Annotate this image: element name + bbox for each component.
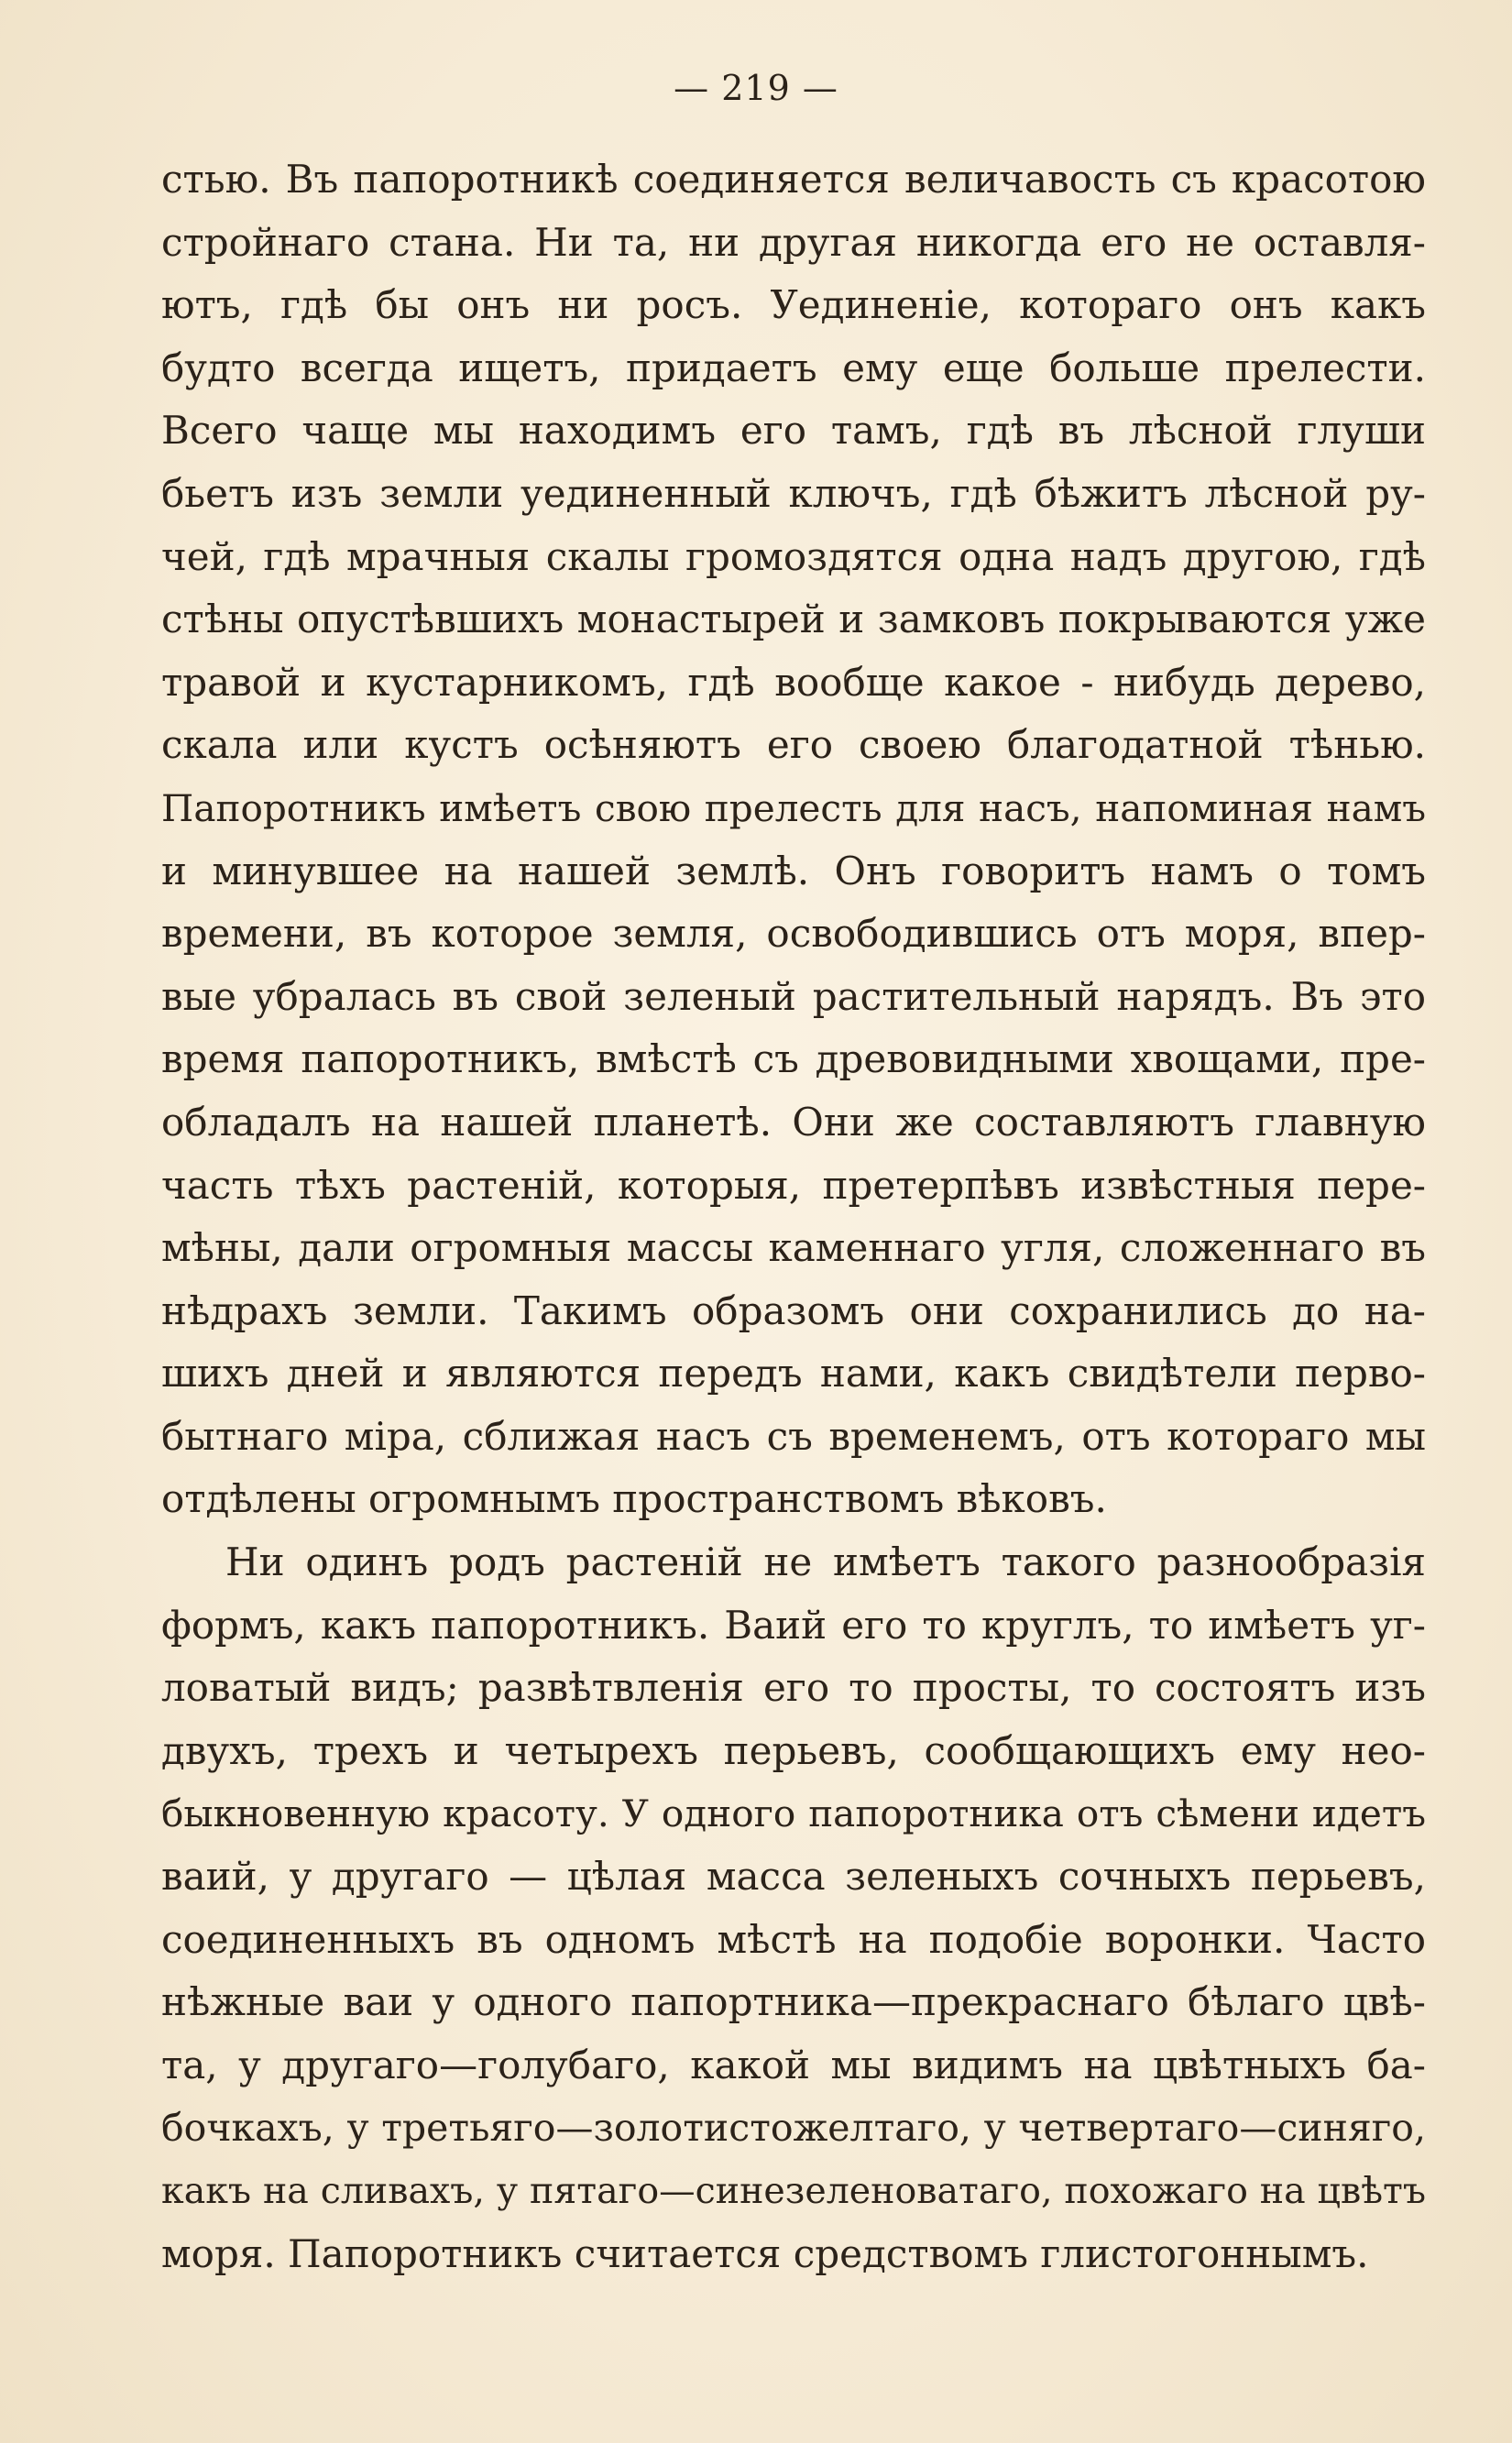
text-line: и минувшее на нашей землѣ. Онъ говоритъ намъ о томъ [161,848,1426,893]
text-line: вые убралась въ свой зеленый растительный нарядъ. Въ это [161,973,1426,1019]
page-number: — 219 — [674,68,838,108]
text-line: отдѣлены огромнымъ пространствомъ вѣковъ. [161,1476,1107,1522]
text-line: стью. Въ папоротникѣ соединяется величавость съ красотою [161,157,1426,202]
text-line: бочкахъ, у третьяго—золотистожелтаго, у четвертаго—синяго, [161,2106,1426,2151]
text-line: нѣдрахъ земли. Такимъ образомъ они сохранились до на- [161,1287,1426,1333]
text-line: шихъ дней и являются передъ нами, какъ свидѣтели перво- [161,1351,1426,1397]
text-line: нѣжные ваи у одного папортника—прекраснаго бѣлаго цвѣ- [161,1979,1426,2025]
text-line: та, у другаго—голубаго, какой мы видимъ на цвѣтныхъ ба- [161,2042,1426,2087]
text-line: часть тѣхъ растеній, которыя, претерпѣвъ извѣстныя пере- [161,1162,1426,1208]
text-line: Папоротникъ имѣетъ свою прелесть для насъ, напоминая намъ [161,785,1426,830]
body-text [161,148,1426,2285]
paragraph-2 [161,1531,1426,2285]
paragraph-1 [161,148,1426,1531]
text-line: чей, гдѣ мрачныя скалы громоздятся одна надъ другою, гдѣ [161,533,1426,579]
text-line: времени, въ которое земля, освободившись отъ моря, впер- [161,911,1426,957]
text-line: ваий, у другаго — цѣлая масса зеленыхъ сочныхъ перьевъ, [161,1854,1426,1900]
text-line: соединенныхъ въ одномъ мѣстѣ на подобіе воронки. Часто [161,1916,1426,1962]
text-line: Всего чаще мы находимъ его тамъ, гдѣ въ лѣсной глуши [161,408,1426,454]
text-line: ловатый видъ; развѣтвленія его то просты, то состоятъ изъ [161,1665,1426,1711]
text-line: стѣны опустѣвшихъ монастырей и замковъ покрываются уже [161,597,1426,642]
text-line: мѣны, дали огромныя массы каменнаго угля, сложеннаго въ [161,1225,1426,1271]
text-line: скала или кустъ осѣняютъ его своею благодатной тѣнью. [161,722,1426,768]
text-line: какъ на сливахъ, у пятаго—синезеленоватаго, похожаго на цвѣтъ [161,2170,1426,2212]
text-line: Ни одинъ родъ растеній не имѣетъ такого разнообразія [225,1539,1426,1585]
text-line: ютъ, гдѣ бы онъ ни росъ. Уединеніе, котораго онъ какъ [161,282,1426,328]
text-line: быкновенную красоту. У одного папоротника отъ сѣмени идетъ [161,1791,1426,1836]
text-line: формъ, какъ папоротникъ. Ваий его то круглъ, то имѣетъ уг- [161,1602,1426,1648]
text-line: время папоротникъ, вмѣстѣ съ древовидными хвощами, пре- [161,1036,1426,1082]
text-line: обладалъ на нашей планетѣ. Они же составляютъ главную [161,1099,1426,1145]
text-line: двухъ, трехъ и четырехъ перьевъ, сообщающихъ ему нео- [161,1727,1426,1773]
text-line: моря. Папоротникъ считается средствомъ глистогоннымъ. [161,2230,1369,2276]
text-line: будто всегда ищетъ, придаетъ ему еще больше прелести. [161,345,1426,390]
text-line: бьетъ изъ земли уединенный ключъ, гдѣ бѣжитъ лѣсной ру- [161,470,1426,516]
text-line: стройнаго стана. Ни та, ни другая никогда его не оставля- [161,219,1426,265]
text-line: травой и кустарникомъ, гдѣ вообще какое - нибудь дерево, [161,659,1426,705]
text-line: бытнаго міра, сближая насъ съ временемъ, отъ котораго мы [161,1413,1426,1459]
